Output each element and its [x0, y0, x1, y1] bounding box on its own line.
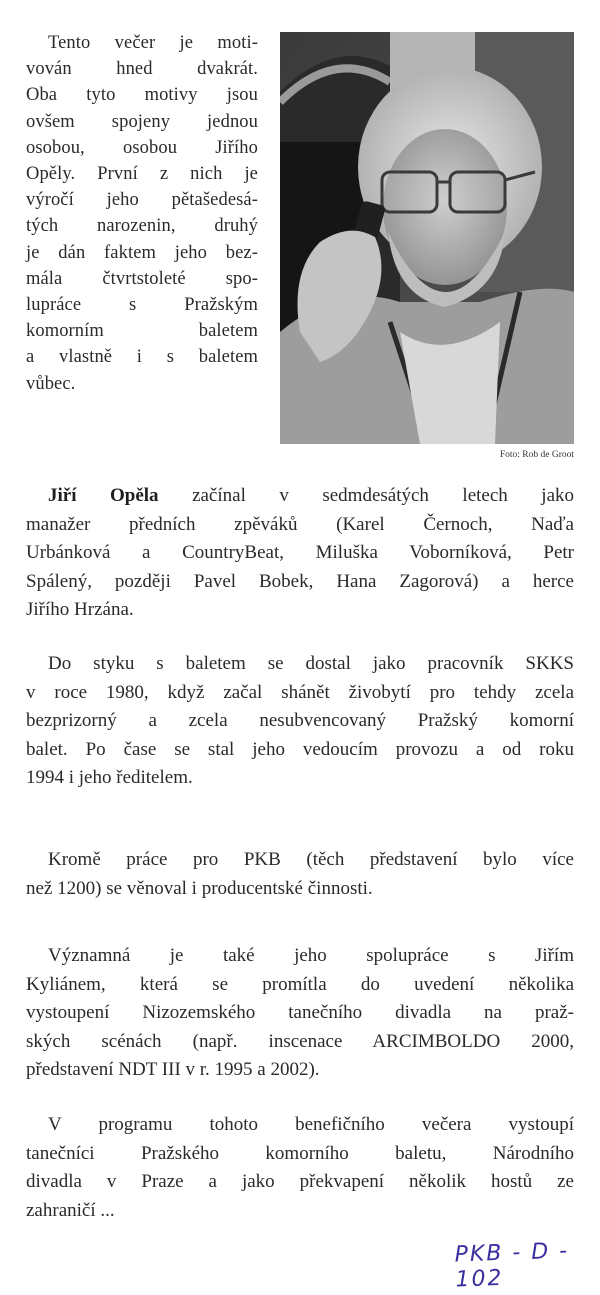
text-line: balet. Po čase se stal jeho vedoucím provozu a od roku	[26, 738, 574, 760]
paragraph-kylian	[26, 942, 574, 1085]
text-line: Kyliánem, která se promítla do uvedení několika	[26, 973, 574, 995]
text-line: tanečníci Pražského komorního baletu, Národního	[26, 1142, 574, 1164]
portrait-photo	[280, 32, 574, 444]
paragraph-producer	[26, 846, 574, 903]
text-line: lupráce s Pražským	[26, 295, 258, 316]
text-line: V programu tohoto benefičního večera vystoupí	[48, 1114, 574, 1135]
text-line: Spálený, později Pavel Bobek, Hana Zagorová) a herce	[26, 570, 574, 592]
text-line: vůbec.	[26, 373, 76, 394]
photo-caption: Foto: Rob de Groot	[499, 450, 574, 460]
intro-paragraph	[26, 30, 258, 397]
handwritten-archive-code: PKB - D - 102	[454, 1238, 570, 1293]
text-line: vystoupení Nizozemského tanečního divadla na praž-	[26, 1002, 574, 1024]
text-line: než 1200) se věnoval i producentské činnosti.	[26, 877, 373, 899]
text-line: v roce 1980, když začal shánět živobytí pro tehdy zcela	[26, 681, 574, 703]
text-line: Urbánková a CountryBeat, Miluška Voborníková, Petr	[26, 542, 574, 564]
text-line: bezprizorný a zcela nesubvencovaný Pražský komorní	[26, 710, 574, 732]
text-line: Do styku s baletem se dostal jako pracovník SKKS	[48, 653, 574, 674]
text-line: vován hned dvakrát.	[26, 59, 258, 80]
text-line: mála čtvrtstoleté spo-	[26, 268, 258, 289]
text-line: ských scénách (např. inscenace ARCIMBOLDO 2000,	[26, 1030, 574, 1052]
text-line	[26, 482, 574, 511]
text-line: představení NDT III v r. 1995 a 2002).	[26, 1059, 320, 1081]
text-line: 1994 i jeho ředitelem.	[26, 767, 193, 789]
text-line: a vlastně i s baletem	[26, 347, 258, 368]
text-line: Významná je také jeho spolupráce s Jiřím	[48, 945, 574, 966]
paragraph-ballet	[26, 650, 574, 793]
text-line: zahraničí ...	[26, 1199, 115, 1221]
text-line: Opěly. První z nich je	[26, 164, 258, 185]
text-line: manažer předních zpěváků (Karel Černoch, Naďa	[26, 513, 574, 535]
text-line: osobou, osobou Jiřího	[26, 137, 258, 158]
text-line: výročí jeho pětašedesá-	[26, 190, 258, 211]
name-bold: Jiří Opěla	[48, 485, 159, 506]
text-line: divadla v Praze a jako překvapení několik hostů ze	[26, 1171, 574, 1193]
text-line: Oba tyto motivy jsou	[26, 85, 258, 106]
text-fragment: začínal v sedmdesátých letech jako	[158, 485, 574, 506]
photo-image	[280, 32, 574, 444]
text-line: tých narozenin, druhý	[26, 216, 258, 237]
text-line: komorním baletem	[26, 321, 258, 342]
text-line: Jiřího Hrzána.	[26, 599, 134, 621]
text-line: Kromě práce pro PKB (těch představení bylo více	[48, 849, 574, 870]
text-line: ovšem spojeny jednou	[26, 111, 258, 132]
photo-illustration	[280, 32, 574, 444]
text-line: Tento večer je moti-	[48, 33, 258, 53]
text-line: je dán faktem jeho bez-	[26, 242, 258, 263]
paragraph-career	[26, 482, 574, 625]
paragraph-program	[26, 1111, 574, 1225]
